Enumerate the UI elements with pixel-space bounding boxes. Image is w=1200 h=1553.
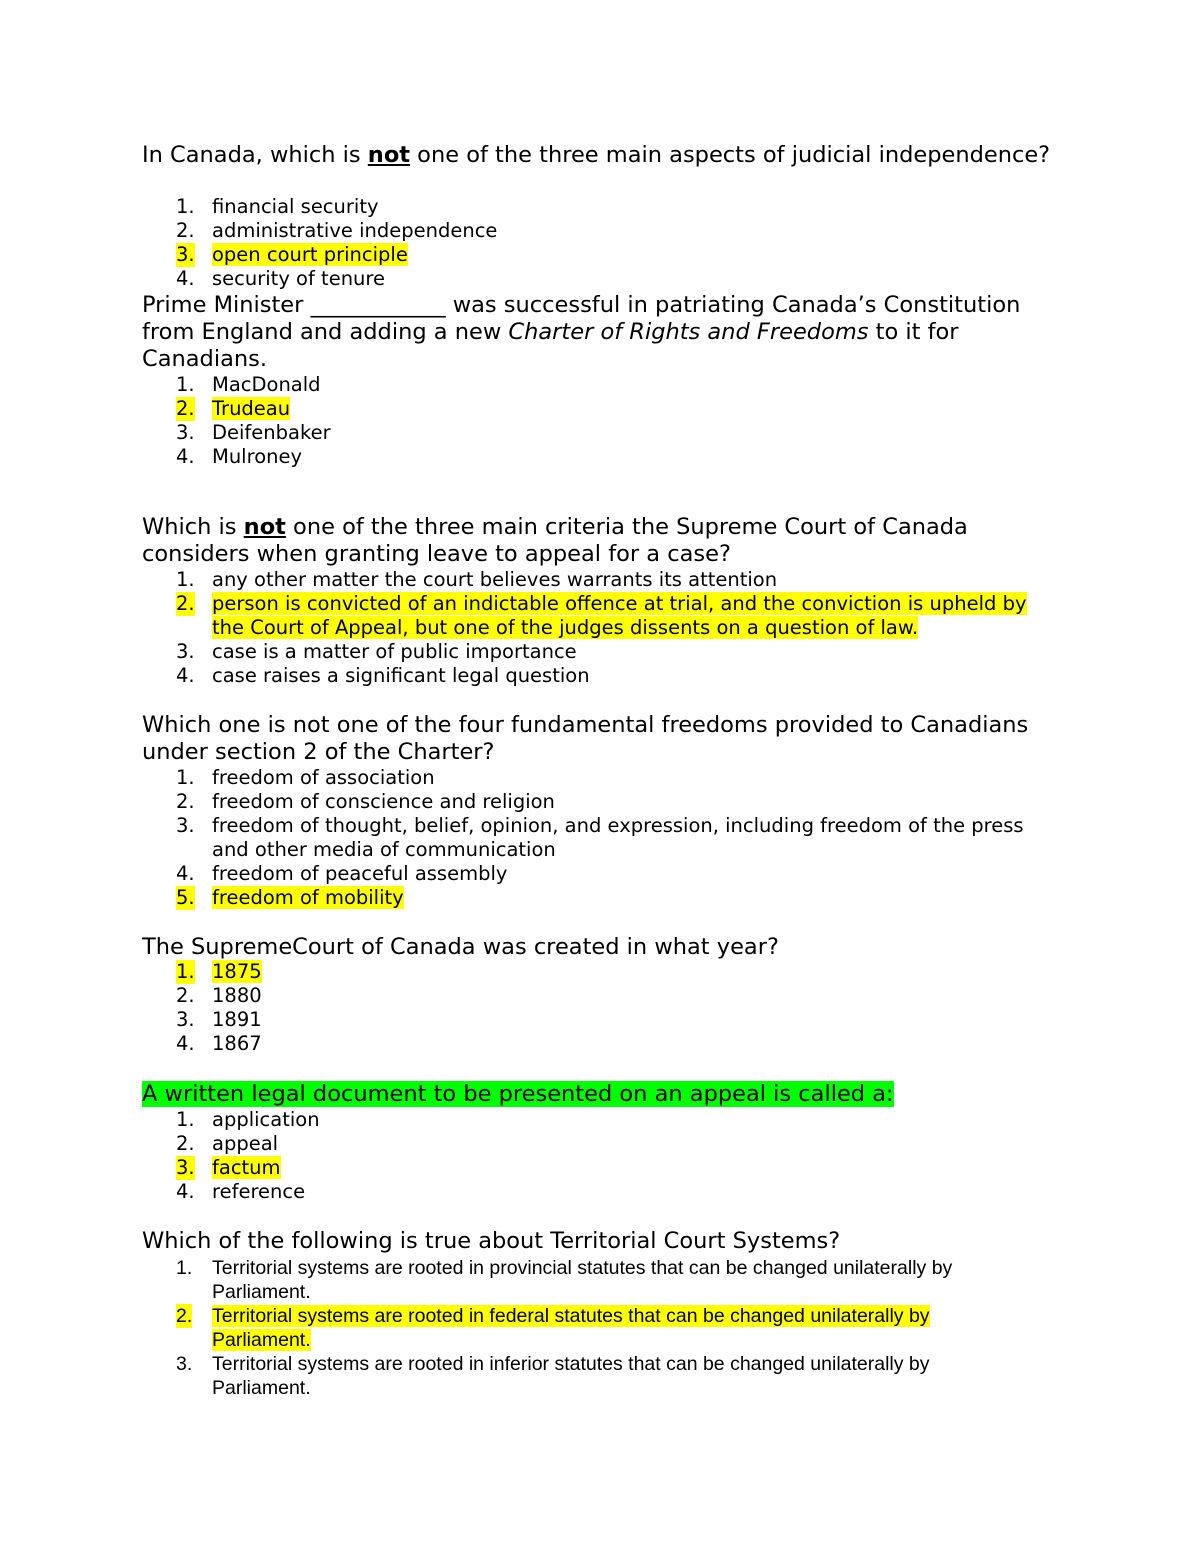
list-item: 4. case raises a significant legal question: [176, 664, 590, 687]
list-item: 4. freedom of peaceful assembly: [176, 862, 508, 885]
list-item-answer: 3. open court principle: [176, 243, 408, 266]
question-6: [142, 1081, 1062, 1108]
list-item: 1. financial security: [176, 195, 379, 218]
list-item-answer: 1. 1875: [176, 960, 262, 983]
question-7: Which of the following is true about Territorial Court Systems?: [142, 1228, 841, 1254]
question-2-options: [176, 373, 331, 469]
question-1-options: [176, 195, 497, 291]
list-item: 4. reference: [176, 1180, 306, 1203]
question-4-options: [176, 766, 1036, 910]
question-4: Which one is not one of the four fundamental freedoms provided to Canadians under section 2 of the Charter?: [142, 712, 1029, 765]
list-item-answer: 3. factum: [176, 1156, 281, 1179]
list-item: 3. Deifenbaker: [176, 421, 331, 444]
list-item: 1. Territorial systems are rooted in provincial statutes that can be changed unilaterally by Parliament.: [176, 1257, 953, 1303]
list-item: 1. application: [176, 1108, 320, 1131]
question-3-options: [176, 568, 1056, 688]
list-item: 4. security of tenure: [176, 267, 385, 290]
list-item: 2. administrative independence: [176, 219, 498, 242]
question-5: The SupremeCourt of Canada was created in what year?: [142, 934, 779, 960]
list-item: 1. freedom of association: [176, 766, 435, 789]
question-7-options: [176, 1256, 1006, 1400]
list-item-answer: 5. freedom of mobility: [176, 886, 404, 909]
highlighted-question: A written legal document to be presented on an appeal is called a:: [142, 1081, 894, 1107]
emphasis-not: not: [243, 514, 286, 540]
question-5-options: [176, 960, 262, 1056]
list-item-answer: 2. Trudeau: [176, 397, 291, 420]
list-item: 3. case is a matter of public importance: [176, 640, 577, 663]
list-item: 3. Territorial systems are rooted in inferior statutes that can be changed unilaterally by Parliament.: [176, 1353, 930, 1399]
list-item: 2. appeal: [176, 1132, 279, 1155]
list-item: 4. 1867: [176, 1032, 262, 1055]
list-item: 3. 1891: [176, 1008, 262, 1031]
list-item-answer: 2. Territorial systems are rooted in federal statutes that can be changed unilaterally by Parliament.: [176, 1305, 930, 1351]
emphasis-not: not: [367, 142, 411, 168]
question-1: In Canada, which is not one of the three main aspects of judicial independence?: [142, 142, 1051, 168]
list-item: 3. freedom of thought, belief, opinion, and expression, including freedom of the press and other media of communication: [176, 814, 1024, 861]
question-3: Which is not one of the three main criteria the Supreme Court of Canada considers when granting leave to appeal for a case?: [142, 514, 968, 567]
list-item: 2. freedom of conscience and religion: [176, 790, 555, 813]
list-item-answer: 2. person is convicted of an indictable offence at trial, and the conviction is upheld by the Court of Appeal, but one of the judges dissents on a question of law.: [176, 592, 1027, 639]
question-6-options: [176, 1108, 320, 1204]
list-item: 1. any other matter the court believes warrants its attention: [176, 568, 778, 591]
list-item: 2. 1880: [176, 984, 262, 1007]
list-item: 4. Mulroney: [176, 445, 303, 468]
question-2: Prime Minister ____________ was successful in patriating Canada’s Constitution from England and adding a new Charter of Rights and Freedoms to it for Canadians.: [142, 292, 1021, 372]
list-item: 1. MacDonald: [176, 373, 321, 396]
